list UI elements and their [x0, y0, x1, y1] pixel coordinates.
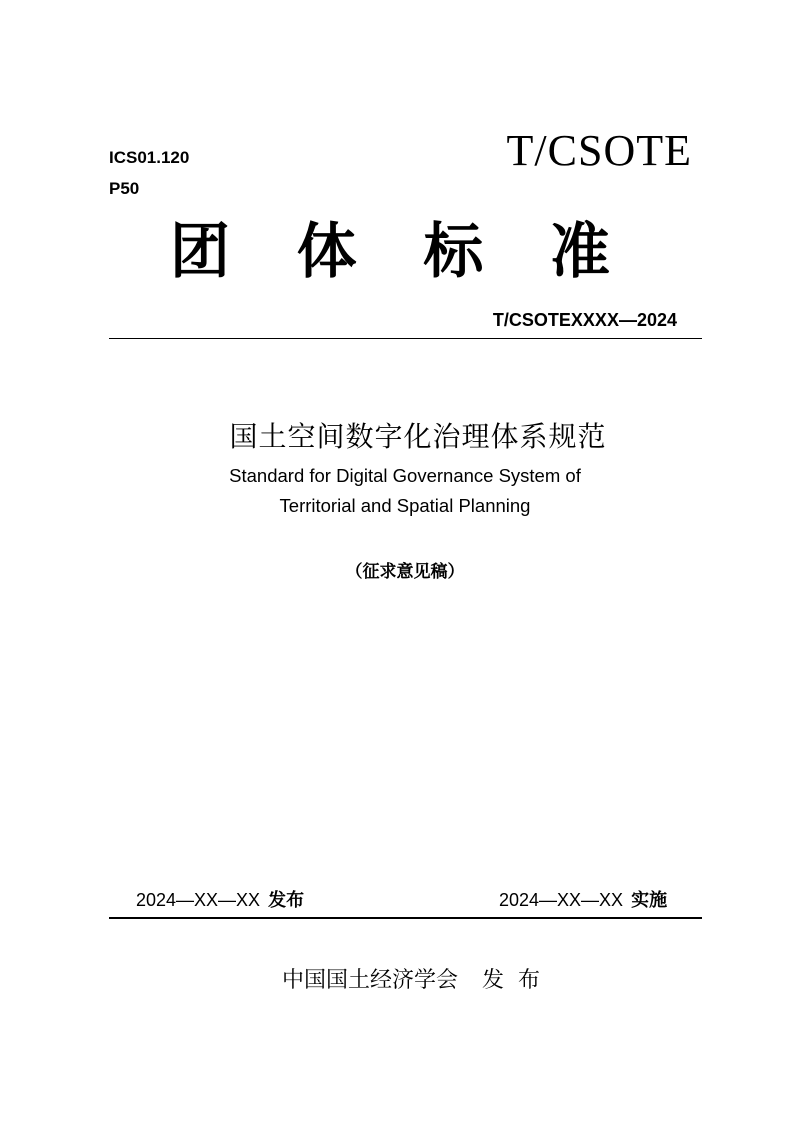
ics-code: ICS01.120: [109, 148, 190, 167]
ccs-code: P50: [109, 179, 140, 198]
standard-series-code: T/CSOTE: [506, 126, 692, 175]
document-number: T/CSOTEXXXX—2024: [492, 310, 677, 330]
issue-date: 2024—XX—XX: [136, 890, 261, 910]
header-divider: [109, 338, 702, 339]
draft-status: （征求意见稿）: [345, 562, 465, 582]
title-english: [0, 461, 800, 521]
standard-type-char: 团: [170, 217, 230, 287]
title-english-line-2: Territorial and Spatial Planning: [279, 495, 531, 516]
title-chinese: 国土空间数字化治理体系规范: [229, 420, 607, 453]
publisher-line: [0, 966, 800, 996]
title-english-line-1: Standard for Digital Governance System of: [229, 465, 581, 486]
standard-type-char: 体: [296, 217, 357, 287]
issue-label: 发布: [268, 890, 305, 911]
footer-divider: [109, 917, 702, 919]
publisher-name: 中国国土经济学会: [281, 968, 458, 993]
standard-type-char: 准: [549, 217, 610, 287]
implementation-date-line: [499, 887, 667, 914]
issue-date-line: [136, 887, 304, 914]
implementation-date: 2024—XX—XX: [499, 890, 624, 910]
publisher-action: 发布: [482, 968, 555, 993]
implementation-label: 实施: [631, 890, 668, 911]
standard-type-char: 标: [423, 217, 484, 287]
standard-type-heading: [170, 214, 610, 290]
